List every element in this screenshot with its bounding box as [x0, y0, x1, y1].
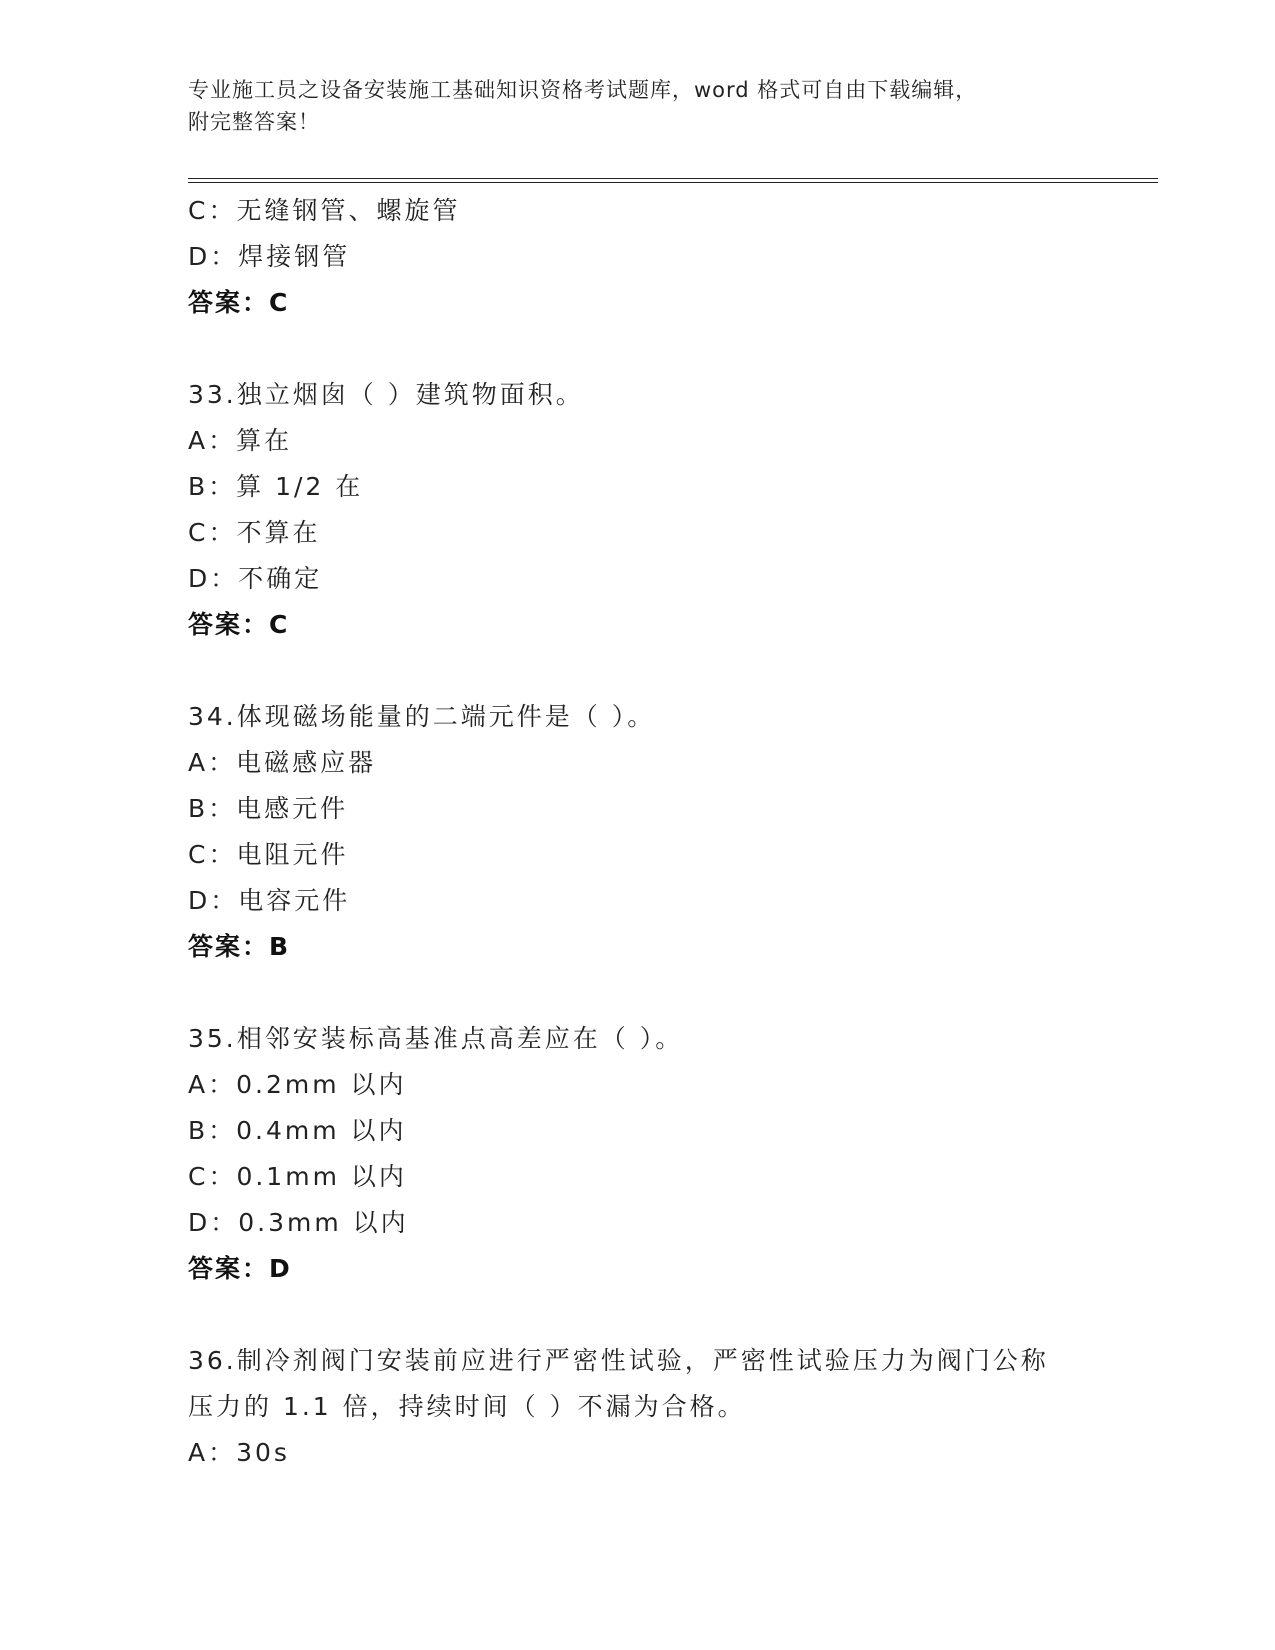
- option-c: C：无缝钢管、螺旋管: [188, 196, 461, 225]
- question-text-line-2: 压力的 1.1 倍，持续时间（ ）不漏为合格。: [188, 1392, 746, 1421]
- answer: 答案：B: [188, 932, 291, 961]
- option-d: D：电容元件: [188, 886, 351, 915]
- question-33: [188, 372, 1088, 648]
- answer: 答案：C: [188, 610, 290, 639]
- question-36: [188, 1338, 1088, 1476]
- option-c: C：0.1mm 以内: [188, 1162, 407, 1191]
- question-32-tail: [188, 188, 1088, 326]
- option-d: D：不确定: [188, 564, 323, 593]
- option-a: A：30s: [188, 1438, 290, 1467]
- document-header: [188, 74, 1068, 138]
- option-a: A：电磁感应器: [188, 748, 377, 777]
- question-34: [188, 694, 1088, 970]
- option-a: A：0.2mm 以内: [188, 1070, 407, 1099]
- header-divider: [188, 178, 1158, 183]
- question-list: [188, 188, 1088, 1476]
- question-text: 35.相邻安装标高基准点高差应在（ ）。: [188, 1024, 684, 1053]
- option-b: B：算 1/2 在: [188, 472, 364, 501]
- option-c: C：不算在: [188, 518, 321, 547]
- option-b: B：电感元件: [188, 794, 349, 823]
- header-line-1: 专业施工员之设备安装施工基础知识资格考试题库，word 格式可自由下载编辑，: [188, 78, 978, 102]
- option-d: D：焊接钢管: [188, 242, 351, 271]
- question-35: [188, 1016, 1088, 1292]
- answer: 答案：C: [188, 288, 290, 317]
- question-text: 34.体现磁场能量的二端元件是（ ）。: [188, 702, 656, 731]
- option-b: B：0.4mm 以内: [188, 1116, 407, 1145]
- option-c: C：电阻元件: [188, 840, 349, 869]
- answer: 答案：D: [188, 1254, 292, 1283]
- option-d: D：0.3mm 以内: [188, 1208, 409, 1237]
- question-text: 33.独立烟囱（ ）建筑物面积。: [188, 380, 584, 409]
- question-text-line-1: 36.制冷剂阀门安装前应进行严密性试验，严密性试验压力为阀门公称: [188, 1346, 1049, 1375]
- option-a: A：算在: [188, 426, 293, 455]
- header-line-2: 附完整答案！: [188, 110, 320, 134]
